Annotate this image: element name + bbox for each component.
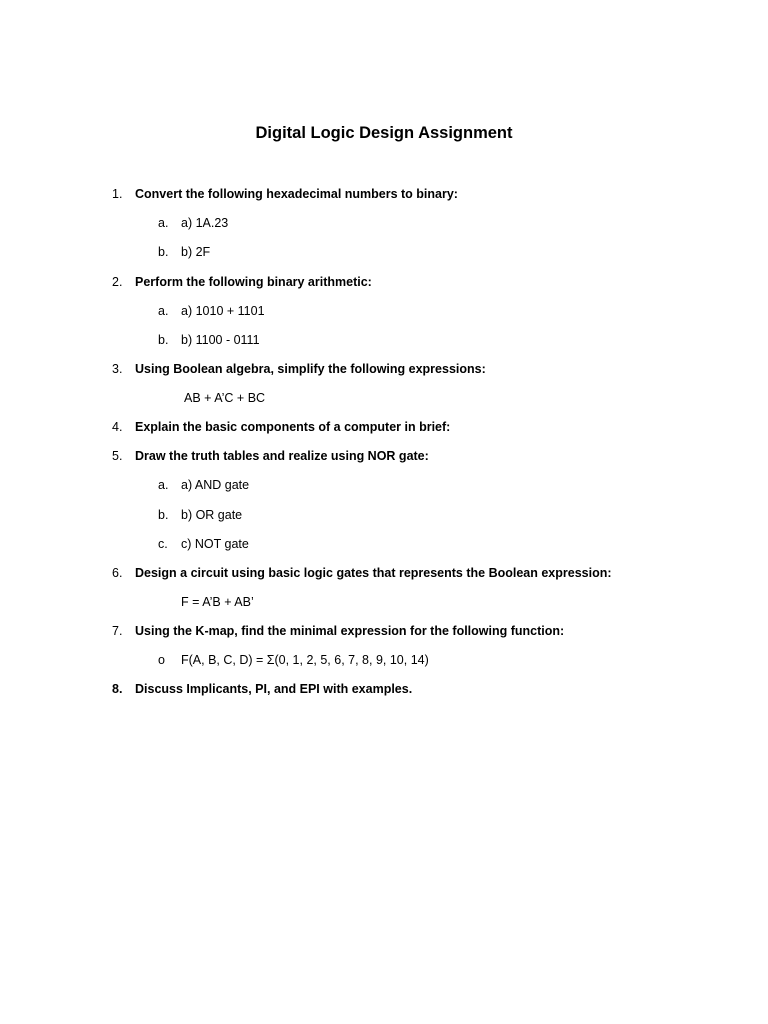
- sub-item-text: a) AND gate: [181, 478, 250, 492]
- question-text: Draw the truth tables and realize using NOR gate:: [135, 449, 429, 463]
- question-text: Design a circuit using basic logic gates that represents the Boolean expression:: [135, 566, 612, 580]
- sub-item-text: a) 1A.23: [181, 216, 229, 230]
- sub-item-letter: b.: [158, 508, 169, 522]
- document-title: Digital Logic Design Assignment: [255, 124, 513, 142]
- sub-item-letter: a.: [158, 216, 169, 230]
- sub-item-letter: b.: [158, 333, 169, 347]
- question-number: 4.: [112, 420, 123, 434]
- question-text: Discuss Implicants, PI, and EPI with examples.: [135, 682, 413, 696]
- question-number: 8.: [112, 682, 123, 696]
- question-number: 7.: [112, 624, 123, 638]
- question-6-expression: F = A’B + AB’: [181, 595, 254, 609]
- question-number: 6.: [112, 566, 123, 580]
- question-text: Using Boolean algebra, simplify the following expressions:: [135, 362, 486, 376]
- sub-item-letter: a.: [158, 478, 169, 492]
- sub-item-text: c) NOT gate: [181, 537, 249, 551]
- bullet-marker: o: [158, 653, 165, 667]
- question-text: Convert the following hexadecimal numbers to binary:: [135, 187, 458, 201]
- sub-item-text: b) 2F: [181, 245, 211, 259]
- question-number: 2.: [112, 275, 123, 289]
- sub-item-text: b) OR gate: [181, 508, 243, 522]
- sub-item-text: b) 1100 - 0111: [181, 333, 260, 347]
- sub-item-text: a) 1010 + 1101: [181, 304, 265, 318]
- sub-item-letter: b.: [158, 245, 169, 259]
- sub-item-letter: a.: [158, 304, 169, 318]
- question-text: Perform the following binary arithmetic:: [135, 275, 372, 289]
- question-number: 1.: [112, 187, 123, 201]
- question-3-expression: AB + A’C + BC: [184, 391, 266, 405]
- question-text: Explain the basic components of a computer in brief:: [135, 420, 451, 434]
- question-number: 5.: [112, 449, 123, 463]
- sub-item-letter: c.: [158, 537, 168, 551]
- question-text: Using the K-map, find the minimal expression for the following function:: [135, 624, 565, 638]
- sub-item-text: F(A, B, C, D) = Σ(0, 1, 2, 5, 6, 7, 8, 9, 10, 14): [181, 653, 429, 667]
- question-number: 3.: [112, 362, 123, 376]
